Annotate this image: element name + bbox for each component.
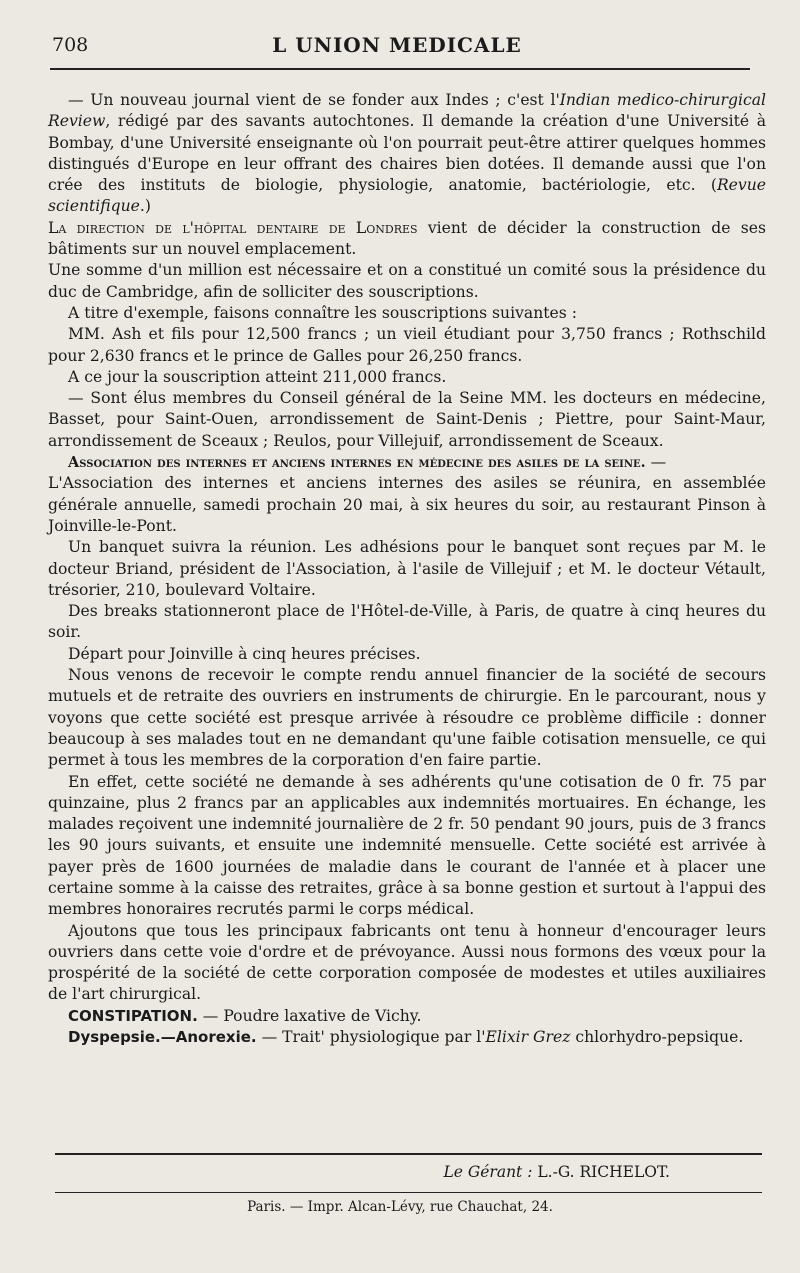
article-body (48, 90, 766, 1048)
journal-title: L UNION MEDICALE (272, 33, 522, 57)
text-run: Revue scientifique (48, 176, 766, 216)
text-run: vient de décider la construction de ses bâtiments sur un nouvel emplacement. (48, 218, 766, 259)
text-run: — Trait' physiologique par l' (256, 1028, 486, 1047)
paragraph-p10 (48, 537, 766, 601)
paragraph-p1 (48, 90, 766, 218)
text-run: Des breaks stationneront place de l'Hôtel-de-Ville, à Paris, de quatre à cinq heures du soir. (48, 602, 766, 642)
text-run: .) (139, 197, 151, 216)
paragraph-p3 (48, 260, 766, 303)
page-number: 708 (52, 34, 89, 56)
paragraph-p9 (48, 473, 766, 537)
text-run: — Poudre laxative de Vichy. (197, 1006, 422, 1025)
page-header (52, 30, 742, 66)
text-run: A ce jour la souscription atteint 211,000 francs. (68, 367, 447, 386)
text-run: Une somme d'un million est nécessaire et on a constitué un comité sous la présidence du duc de Cambridge, afin de solliciter des souscriptions. (48, 261, 766, 301)
paragraph-p6 (48, 367, 766, 388)
printer-imprint: Paris. — Impr. Alcan-Lévy, rue Chauchat, 24. (247, 1199, 553, 1215)
advertisement-ad1 (48, 1006, 766, 1027)
text-run: — Sont élus membres du Conseil général de la Seine MM. les docteurs en médecine, Basset, pour Saint-Ouen, arrondissement de Saint-Denis ; Piettre, pour Saint-Maur, arrondissement de Sceaux ; Reulos, pour Villejuif, arrondissement de Sceaux. (48, 389, 766, 450)
footer-rule-thin (55, 1192, 762, 1193)
advertisement-ad2 (48, 1027, 766, 1048)
text-run: Départ pour Joinville à cinq heures précises. (68, 644, 421, 663)
text-run: CONSTIPATION. (68, 1006, 198, 1025)
text-run: L'Association des internes et anciens internes des asiles se réunira, en assemblée générale annuelle, samedi prochain 20 mai, à six heures du soir, au restaurant Pinson à Joinville-le-Pont. (48, 474, 766, 535)
paragraph-p5 (48, 324, 766, 367)
text-run: Dyspepsie.—Anorexie. (68, 1028, 257, 1047)
text-run: Ajoutons que tous les principaux fabricants ont tenu à honneur d'encourager leurs ouvriers dans cette voie d'ordre et de prévoyance. Aussi nous formons des vœux pour la prospérité de la société de cette corporation composée de modestes et utiles auxiliaires de l'art chirurgical. (48, 921, 766, 1004)
text-run: MM. Ash et fils pour 12,500 francs ; un vieil étudiant pour 3,750 francs ; Rothschild pour 2,630 francs et le prince de Galles pour 26,250 francs. (48, 325, 766, 365)
text-run: — (645, 453, 667, 472)
text-run: La direction de l'hôpital dentaire de Londres (48, 218, 418, 237)
paragraph-p11 (48, 601, 766, 644)
paragraph-p12 (48, 644, 766, 665)
gerant-signature (443, 1163, 670, 1181)
paragraph-p15 (48, 921, 766, 1006)
text-run: En effet, cette société ne demande à ses adhérents qu'une cotisation de 0 fr. 75 par quinzaine, plus 2 francs par an applicables aux indemnités mortuaires. En échange, les malades reçoivent une indemnité journalière de 2 fr. 50 pendant 90 jours, puis de 3 francs les 90 jours suivants, et ensuite une indemnité mensuelle. Cette société est arrivée à payer près de 1600 journées de maladie dans le courant de l'année et à placer une certaine somme à la caisse des retraites, grâce à sa bonne gestion et surtout à l'appui des membres honoraires recrutés parmi le corps médical. (48, 772, 766, 919)
text-run: Association des internes et anciens internes en médecine des asiles de la seine. (68, 454, 646, 472)
text-run: Elixir Grez (485, 1028, 571, 1047)
footer-rule (55, 1153, 762, 1155)
text-run: chlorhydro-pepsique. (570, 1028, 744, 1047)
paragraph-p14 (48, 772, 766, 921)
header-rule (50, 68, 750, 70)
gerant-label: Le Gérant : (443, 1163, 533, 1181)
paragraph-p2 (48, 218, 766, 261)
paragraph-p4 (48, 303, 766, 324)
text-run: Nous venons de recevoir le compte rendu annuel financier de la société de secours mutuels et de retraite des ouvriers en instruments de chirurgie. En le parcourant, nous y voyons que cette société est presque arrivée à résoudre ce problème difficile : donner beaucoup à ses malades tout en ne demandant qu'une faible cotisation mensuelle, ce qui permet à tous les membres de la corporation d'en faire partie. (48, 666, 766, 770)
text-run: , rédigé par des savants autochtones. Il demande la création d'une Université à Bombay, d'une Université enseignante où l'on pourrait peut-être attirer quelques hommes distingués d'Europe en leur offrant des chaires bien dotées. Il demande aussi que l'on crée des instituts de biologie, physiologie, anatomie, bactériologie, etc. ( (48, 112, 766, 195)
paragraph-p8 (48, 452, 766, 473)
text-run: A titre d'exemple, faisons connaître les souscriptions suivantes : (68, 303, 577, 322)
text-run: Indian medico-chirurgical Review (48, 91, 766, 131)
paragraph-p7 (48, 388, 766, 452)
gerant-name: L.-G. RICHELOT. (537, 1163, 670, 1181)
text-run: Un banquet suivra la réunion. Les adhésions pour le banquet sont reçues par M. le docteur Briand, président de l'Association, à l'asile de Villejuif ; et M. le docteur Vétault, trésorier, 210, boulevard Voltaire. (48, 538, 766, 599)
paragraph-p13 (48, 665, 766, 771)
text-run: — Un nouveau journal vient de se fonder aux Indes ; c'est l' (68, 91, 560, 109)
